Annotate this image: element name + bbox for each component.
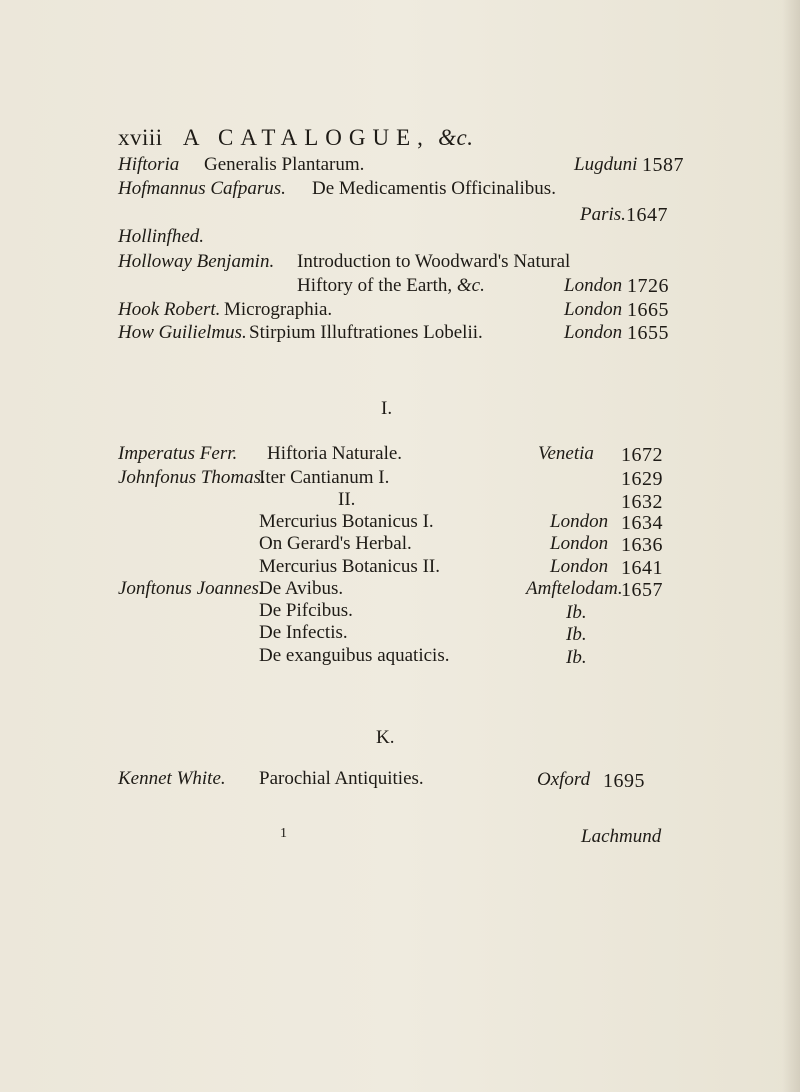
- signature-mark: 1: [280, 826, 287, 841]
- entry-year: 1665: [627, 299, 669, 321]
- entry-place: Ib.: [566, 602, 587, 623]
- entry-title: On Gerard's Herbal.: [259, 533, 412, 554]
- entry-place: London: [550, 533, 609, 554]
- entry-title: Generalis Plantarum.: [204, 154, 365, 175]
- entry-place: London: [550, 511, 609, 532]
- entry-place: Ib.: [566, 624, 587, 645]
- entry-title: Introduction to Woodward's Natural: [297, 251, 571, 272]
- entry-place: London: [564, 275, 623, 296]
- entry-title: Stirpium Illuftrationes Lobelii.: [249, 322, 483, 343]
- entry-title: Parochial Antiquities.: [259, 768, 424, 789]
- entry-place: Lugduni: [574, 154, 638, 175]
- catchword: Lachmund: [581, 826, 662, 847]
- entry-place: Venetia: [538, 443, 594, 464]
- entry-year: 1634: [621, 512, 663, 534]
- entry-place: London: [564, 322, 623, 343]
- page-edge-shadow: [782, 0, 800, 1092]
- entry-title-continued: Hiftory of the Earth, &c.: [297, 275, 485, 296]
- entry-title: De Infectis.: [259, 622, 348, 643]
- entry-place: London: [564, 299, 623, 320]
- entry-author: Hollinfhed.: [118, 226, 205, 247]
- entry-author: Jonftonus Joannes.: [118, 578, 264, 599]
- entry-year: 1587: [642, 154, 684, 176]
- section-heading-k: K.: [376, 727, 395, 748]
- entry-author: Hofmannus Cafparus.: [118, 178, 286, 199]
- entry-author: Hiftoria: [118, 154, 180, 175]
- entry-title: II.: [338, 489, 356, 510]
- running-header: [118, 125, 474, 151]
- entry-year: 1641: [621, 557, 663, 579]
- entry-title: De exanguibus aquaticis.: [259, 645, 450, 666]
- entry-author: Hook Robert.: [118, 299, 221, 320]
- entry-year: 1647: [626, 204, 668, 226]
- entry-author: Holloway Benjamin.: [118, 251, 275, 272]
- entry-title: De Avibus.: [259, 578, 344, 599]
- entry-year: 1672: [621, 444, 663, 466]
- entry-title: Micrographia.: [224, 299, 333, 320]
- entry-year: 1636: [621, 534, 663, 556]
- entry-year: 1695: [603, 770, 645, 792]
- entry-year: 1655: [627, 322, 669, 344]
- section-heading-i: I.: [381, 398, 393, 419]
- entry-title: Mercurius Botanicus I.: [259, 511, 434, 532]
- entry-title: De Medicamentis Officinalibus.: [312, 178, 556, 199]
- entry-title: Iter Cantianum I.: [259, 467, 390, 488]
- entry-year: 1632: [621, 491, 663, 513]
- entry-author: Johnfonus Thomas.: [118, 467, 266, 488]
- entry-year: 1657: [621, 579, 663, 601]
- entry-place: London: [550, 556, 609, 577]
- entry-place: Paris.: [580, 204, 626, 225]
- entry-place: Ib.: [566, 647, 587, 668]
- entry-author: Kennet White.: [118, 768, 226, 789]
- entry-title: De Pifcibus.: [259, 600, 353, 621]
- entry-author: Imperatus Ferr.: [118, 443, 238, 464]
- page-number: xviii: [118, 125, 163, 150]
- entry-author: How Guilielmus.: [118, 322, 247, 343]
- entry-year: 1629: [621, 468, 663, 490]
- entry-title: Mercurius Botanicus II.: [259, 556, 440, 577]
- page-title: A CATALOGUE,: [182, 125, 430, 150]
- entry-year: 1726: [627, 275, 669, 297]
- entry-place: Amftelodam.: [526, 578, 623, 599]
- header-etc: &c.: [438, 125, 474, 150]
- entry-place: Oxford: [537, 769, 591, 790]
- entry-title: Hiftoria Naturale.: [267, 443, 403, 464]
